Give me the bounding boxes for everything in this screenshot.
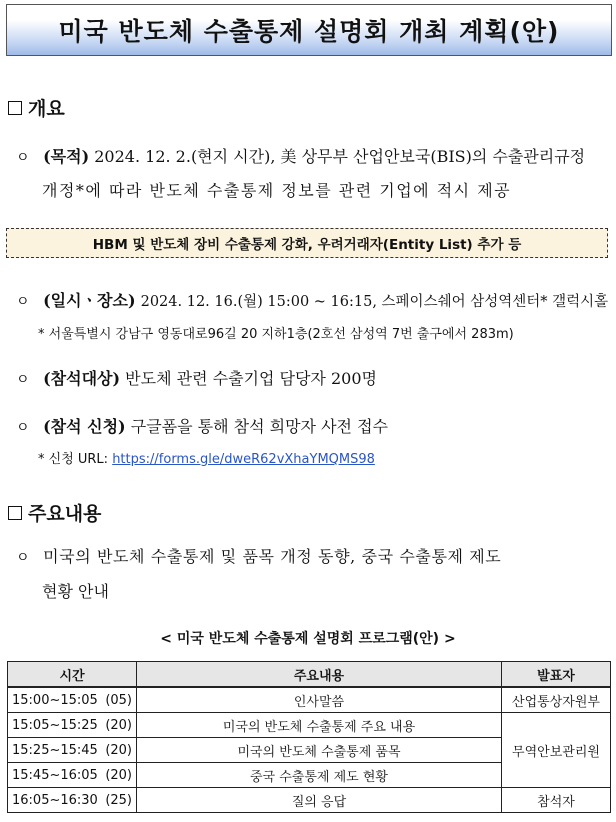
registration-item: [16, 414, 388, 437]
main-content-line1: 미국의 반도체 수출통제 및 품목 개정 동향, 중국 수출통제 제도: [43, 547, 502, 566]
program-table: [7, 661, 611, 813]
content-cell: 미국의 반도체 수출통제 주요 내용: [137, 713, 502, 738]
purpose-text-line1: 2024. 12. 2.(현지 시간), 美 상무부 산업안보국(BIS)의 수출관리규정: [94, 147, 586, 166]
time-cell: 15:00~15:05 (05): [8, 687, 137, 713]
bullet-icon: ㅇ: [16, 372, 30, 388]
purpose-text-line2: 개정*에 따라 반도체 수출통제 정보를 관련 기업에 적시 제공: [42, 181, 512, 200]
purpose-highlight-box: [6, 228, 608, 258]
time-cell: 16:05~16:30 (25): [8, 788, 137, 813]
highlight-text: HBM 및 반도체 장비 수출통제 강화, 우려거래자(Entity List) 추가 등: [92, 237, 522, 253]
presenter-cell: 산업통상자원부: [502, 687, 611, 713]
time-cell: 15:25~15:45 (20): [8, 738, 137, 763]
section-box-icon: [8, 506, 22, 520]
bullet-icon: ㅇ: [16, 294, 30, 310]
registration-url-note: [38, 448, 375, 467]
schedule-text: 2024. 12. 16.(월) 15:00 ~ 16:15, 스페이스쉐어 삼성역센터* 갤럭시홀: [140, 294, 609, 310]
url-prefix: * 신청 URL:: [38, 452, 113, 467]
section-main-heading: 주요내용: [8, 499, 101, 526]
presenter-cell: 참석자: [502, 788, 611, 813]
content-cell: 미국의 반도체 수출통제 품목: [137, 738, 502, 763]
content-cell: 인사말씀: [137, 687, 502, 713]
schedule-item: [16, 288, 608, 311]
registration-text: 구글폼을 통해 참석 희망자 사전 접수: [130, 417, 389, 436]
content-cell: 중국 수출통제 제도 현황: [137, 763, 502, 788]
attendees-item: [16, 366, 377, 389]
time-cell: 15:45~16:05 (20): [8, 763, 137, 788]
location-note: * 서울특별시 강남구 영동대로96길 20 지하1층(2호선 삼성역 7번 출구에서 283m): [38, 327, 514, 342]
document-title: 미국 반도체 수출통제 설명회 개최 계획(안): [58, 17, 560, 46]
registration-url-link[interactable]: https://forms.gle/dweR62vXhaYMQMS98: [112, 452, 375, 467]
section-box-icon: [8, 101, 22, 115]
content-cell: 질의 응답: [137, 788, 502, 813]
header-time: 시간: [8, 662, 137, 688]
purpose-item: [16, 144, 585, 167]
bullet-icon: ㅇ: [16, 550, 30, 566]
main-content-line2: 현황 안내: [42, 582, 109, 601]
bullet-icon: ㅇ: [16, 420, 30, 436]
document-title-bar: [6, 4, 612, 56]
program-title: < 미국 반도체 수출통제 설명회 프로그램(안) >: [160, 631, 456, 647]
presenter-cell: 무역안보관리원: [502, 713, 611, 788]
main-content-item: [16, 544, 501, 567]
table-row: [8, 788, 611, 813]
header-presenter: 발표자: [502, 662, 611, 688]
table-row: [8, 713, 611, 738]
header-content: 주요내용: [137, 662, 502, 688]
table-header-row: [8, 662, 611, 688]
purpose-label: (목적): [43, 147, 90, 166]
attendees-text: 반도체 관련 수출기업 담당자 200명: [125, 369, 377, 388]
attendees-label: (참석대상): [43, 369, 121, 388]
time-cell: 15:05~15:25 (20): [8, 713, 137, 738]
bullet-icon: ㅇ: [16, 150, 30, 166]
table-row: [8, 687, 611, 713]
schedule-label: (일시ㆍ장소): [43, 291, 136, 310]
section-overview-heading: 개요: [8, 94, 65, 121]
registration-label: (참석 신청): [43, 417, 126, 436]
